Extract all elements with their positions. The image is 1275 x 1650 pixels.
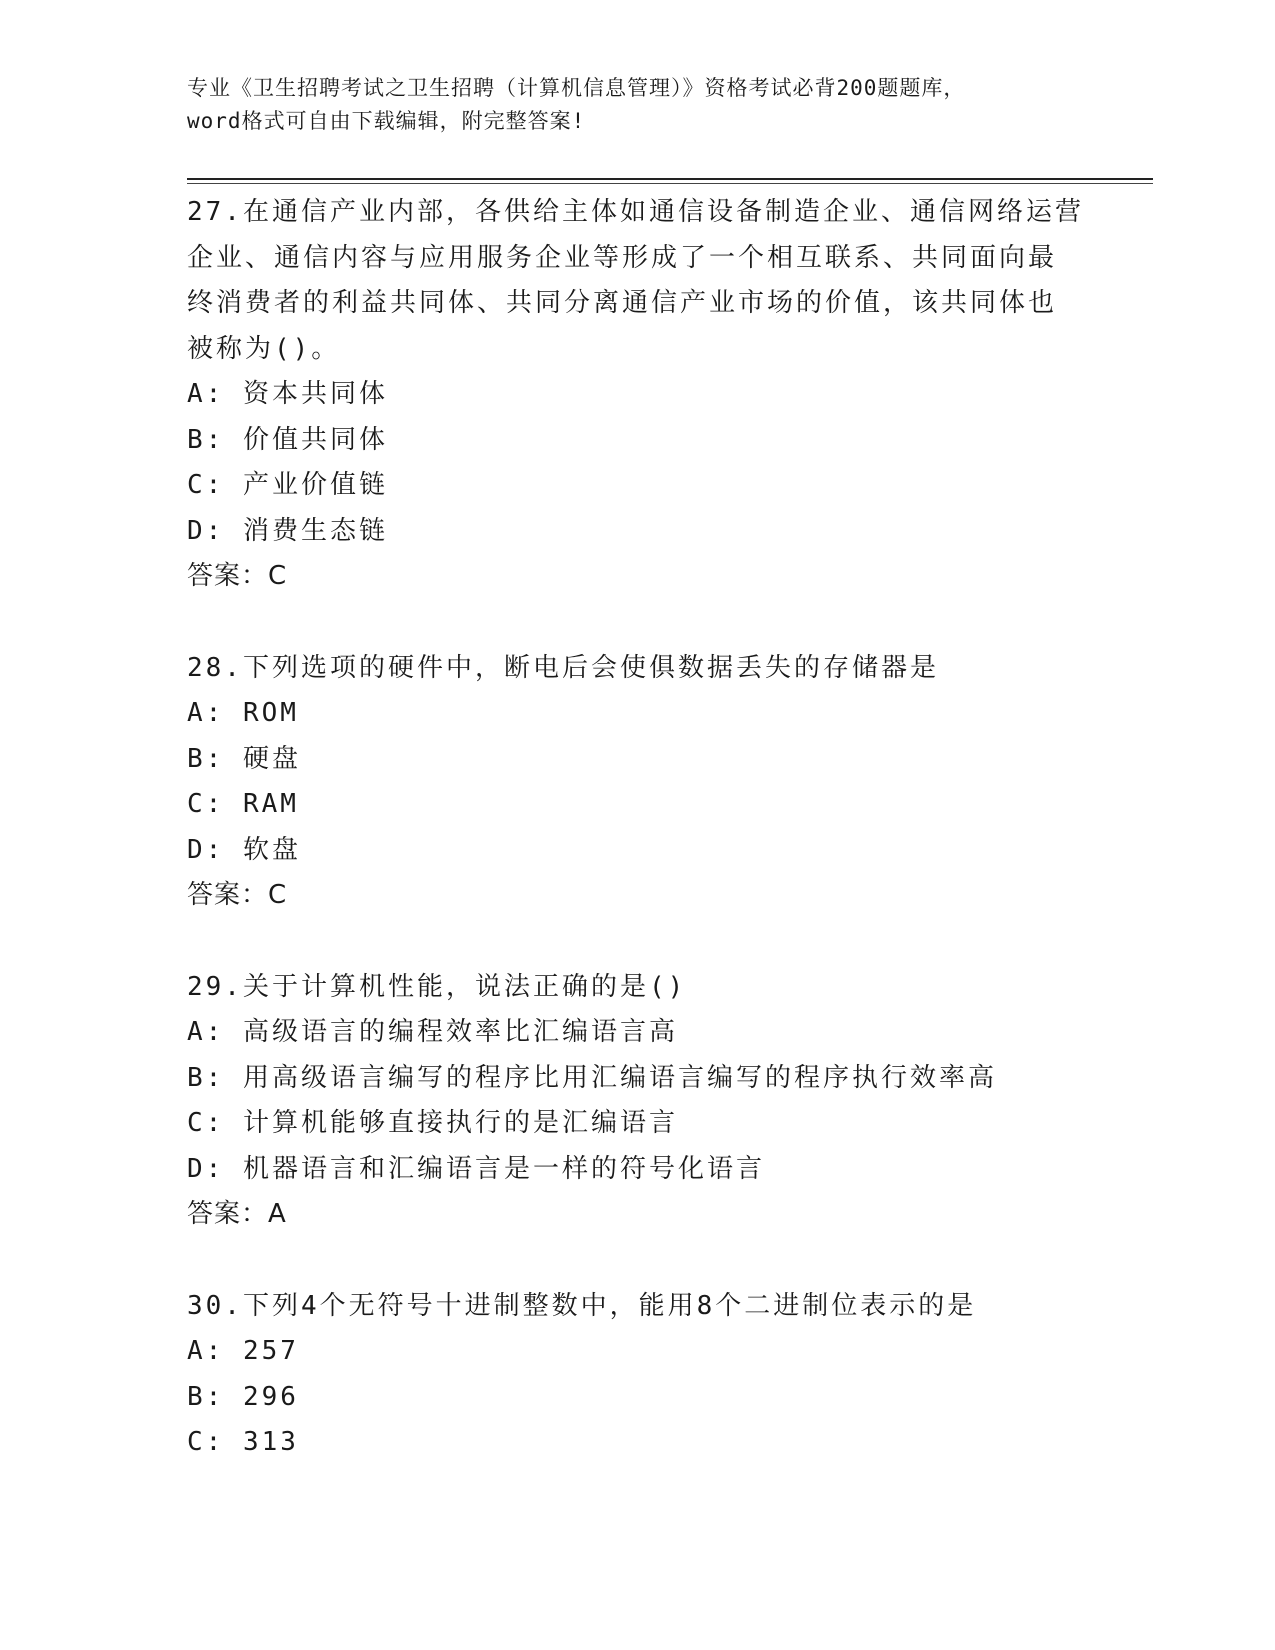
option-c: C: 产业价值链: [187, 470, 388, 500]
option-d: D: 软盘: [187, 834, 301, 865]
question-stem-line: 企业、通信内容与应用服务企业等形成了一个相互联系、共同面向最: [187, 242, 1058, 273]
header-divider-thick: [187, 178, 1153, 180]
header-line-2: word格式可自由下载编辑，附完整答案!: [187, 109, 586, 133]
question-stem-line: 30.下列4个无符号十进制整数中，能用8个二进制位表示的是: [187, 1290, 977, 1321]
answer: 答案：C: [187, 561, 288, 591]
option-a: A: ROM: [187, 698, 299, 728]
option-c: C: 计算机能够直接执行的是汇编语言: [187, 1108, 678, 1138]
option-a: A: 高级语言的编程效率比汇编语言高: [187, 1017, 678, 1047]
answer: 答案：C: [187, 880, 288, 910]
answer: 答案：A: [187, 1199, 287, 1229]
option-a: A: 257: [187, 1336, 299, 1366]
question-stem-line: 终消费者的利益共同体、共同分离通信产业市场的价值，该共同体也: [187, 288, 1058, 318]
question-stem-line: 27.在通信产业内部，各供给主体如通信设备制造企业、通信网络运营: [187, 197, 1084, 227]
question-30: [187, 1284, 1087, 1466]
question-stem-line: 29.关于计算机性能，说法正确的是(): [187, 971, 687, 1002]
document-header: [187, 72, 1087, 138]
question-28: [187, 646, 1087, 919]
question-29: [187, 965, 1087, 1238]
option-d: D: 消费生态链: [187, 515, 388, 546]
header-divider-thin: [187, 183, 1153, 184]
option-b: B: 硬盘: [187, 743, 301, 774]
header-line-1: 专业《卫生招聘考试之卫生招聘（计算机信息管理）》资格考试必背200题题库，: [187, 76, 966, 100]
question-stem-line: 28.下列选项的硬件中，断电后会使俱数据丢失的存储器是: [187, 652, 939, 683]
question-27: [187, 190, 1087, 600]
question-list: [187, 190, 1087, 1512]
question-stem-line: 被称为()。: [187, 333, 341, 364]
option-b: B: 用高级语言编写的程序比用汇编语言编写的程序执行效率高: [187, 1062, 997, 1093]
option-b: B: 价值共同体: [187, 424, 388, 455]
option-c: C: RAM: [187, 789, 299, 819]
option-b: B: 296: [187, 1381, 299, 1412]
option-a: A: 资本共同体: [187, 379, 388, 409]
option-d: D: 机器语言和汇编语言是一样的符号化语言: [187, 1153, 765, 1184]
option-c: C: 313: [187, 1427, 299, 1457]
